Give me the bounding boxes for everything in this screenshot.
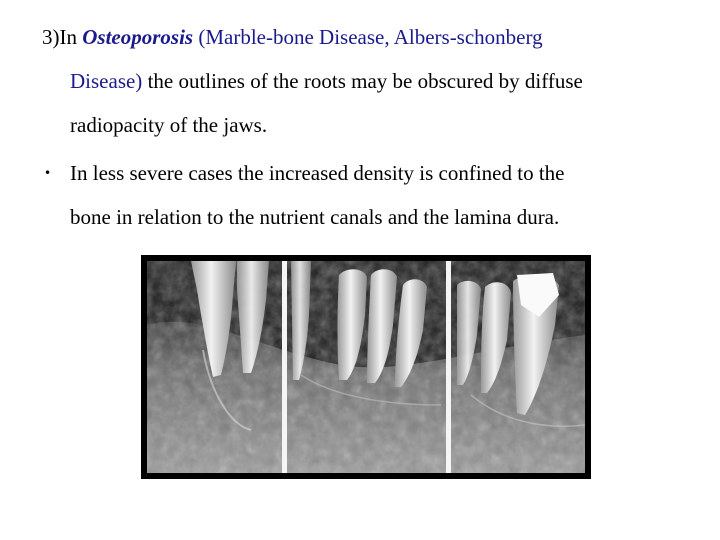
item3-line2 (70, 68, 583, 94)
osteoporosis-term: Osteoporosis (82, 25, 194, 49)
bullet-marker: • (44, 166, 52, 180)
bullet-line1: In less severe cases the increased density is confined to the (70, 161, 565, 185)
item3-line2-rest: the outlines of the roots may be obscured by diffuse (142, 69, 583, 93)
item3-paren-line2: Disease) (70, 69, 143, 93)
radiograph-svg (141, 255, 591, 479)
item3-paren-line1: (Marble-bone Disease, Albers-schonberg (193, 25, 543, 49)
item3-line1 (42, 24, 543, 50)
item3-prefix: 3)In (42, 25, 83, 49)
item3-line3: radiopacity of the jaws. (70, 113, 268, 137)
dental-radiograph (141, 255, 591, 479)
bullet-line2: bone in relation to the nutrient canals and the lamina dura. (70, 205, 560, 229)
